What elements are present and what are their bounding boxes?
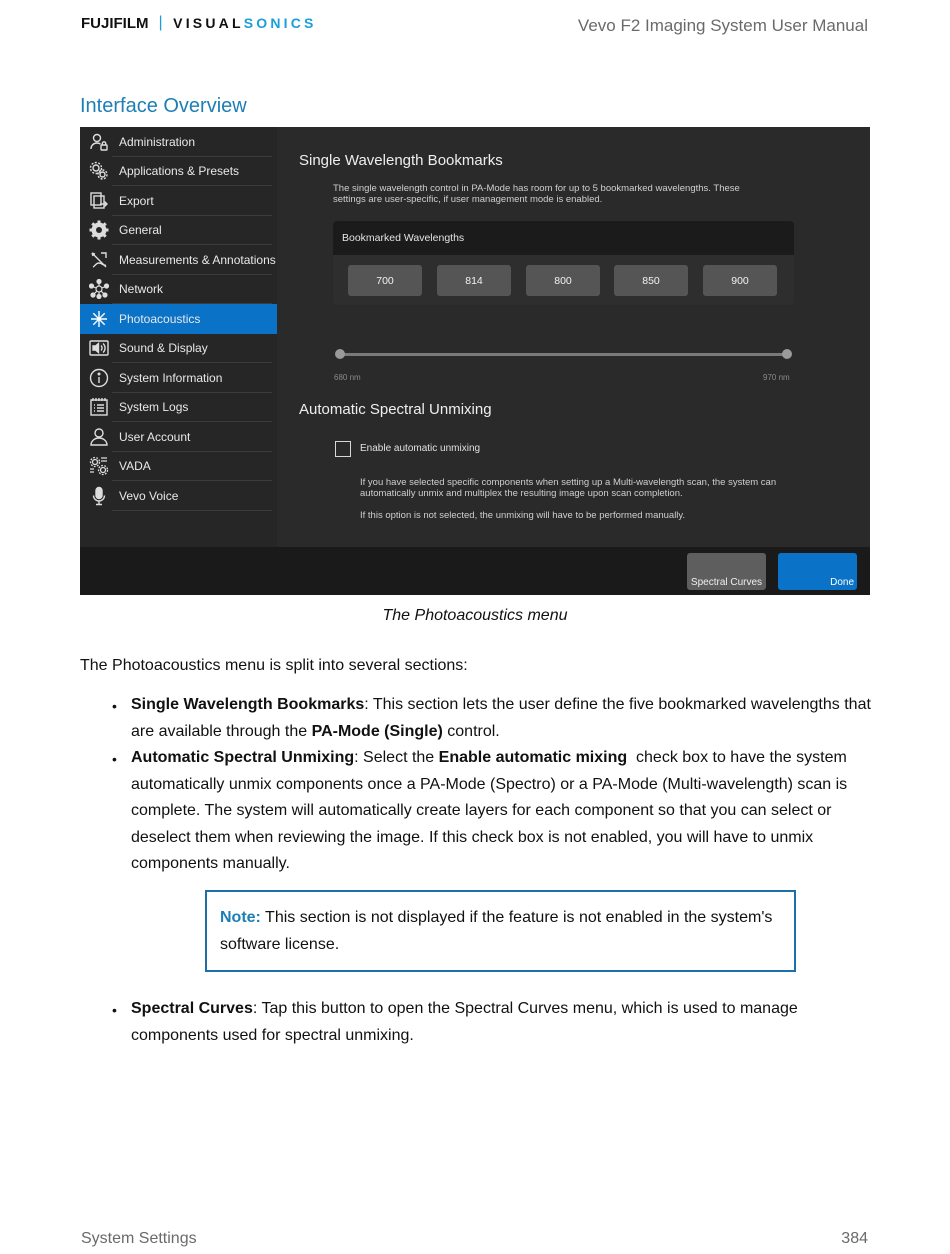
photoacoustics-icon xyxy=(89,309,109,329)
sidebar-item-label: User Account xyxy=(119,429,191,444)
wavelength-button[interactable]: 814 xyxy=(437,265,511,296)
admin-icon xyxy=(89,132,109,152)
sidebar-item-label: General xyxy=(119,223,162,238)
sidebar-item-general[interactable] xyxy=(80,216,277,246)
bullet-dot: • xyxy=(112,698,117,714)
sidebar-item-label: Sound & Display xyxy=(119,341,208,356)
sidebar-item-vevo-voice[interactable] xyxy=(80,481,277,511)
bullet-body: : Select the xyxy=(354,749,439,766)
bullet-body: check box to have the system automatically unmix components once a PA-Mode (Spectro) or a PA-Mode (Multi-wavelength) scan is complete. The system will automatically create layers for each component so that you can select or deselect them when reviewing the image. If this check box is not enabled, you will have to unmix components manually. xyxy=(131,749,852,872)
slider-min-label: 680 nm xyxy=(334,373,361,382)
sidebar-item-label: System Information xyxy=(119,370,223,385)
slider-max-handle[interactable] xyxy=(782,349,792,359)
company-logo xyxy=(81,14,317,32)
logo-fujifilm: FUJIFILM xyxy=(81,14,149,32)
gear-icon xyxy=(89,220,109,240)
bullet-term: Enable automatic mixing xyxy=(438,749,628,766)
bookmarked-wavelengths-title: Bookmarked Wavelengths xyxy=(333,221,794,255)
sidebar-item-label: Administration xyxy=(119,134,196,149)
bullet-body: : This section lets the user define the five bookmarked wavelengths that are available through the xyxy=(131,696,871,740)
sidebar-item-sound-display[interactable] xyxy=(80,334,277,364)
note-text: This section is not displayed if the feature is not enabled in the system's software license. xyxy=(220,909,773,953)
note-box xyxy=(205,890,796,972)
page-number: 384 xyxy=(841,1230,868,1247)
sidebar-item-system-logs[interactable] xyxy=(80,393,277,423)
bullet-spectral-unmixing xyxy=(131,745,873,878)
bullet-term: PA-Mode (Single) xyxy=(311,722,443,740)
sidebar-item-label: Applications & Presets xyxy=(119,164,240,179)
vada-icon xyxy=(89,456,109,476)
bookmarks-description-2: settings are user-specific, if user management mode is enabled. xyxy=(333,194,603,205)
enable-unmixing-checkbox[interactable] xyxy=(335,441,351,457)
sidebar-item-label: Vevo Voice xyxy=(119,488,179,503)
unmixing-heading: Automatic Spectral Unmixing xyxy=(299,401,492,418)
settings-sidebar xyxy=(80,127,277,547)
speaker-icon xyxy=(89,338,109,358)
sidebar-item-label: Measurements & Annotations xyxy=(119,252,276,267)
network-icon xyxy=(89,279,109,299)
info-icon xyxy=(89,368,109,388)
sidebar-item-measurements-annotations[interactable] xyxy=(80,245,277,275)
sidebar-item-applications-presets[interactable] xyxy=(80,157,277,187)
logo-sonics: SONICS xyxy=(243,15,317,31)
sidebar-item-vada[interactable] xyxy=(80,452,277,482)
sidebar-item-photoacoustics[interactable] xyxy=(80,304,277,334)
export-icon xyxy=(89,191,109,211)
intro-paragraph: The Photoacoustics menu is split into several sections: xyxy=(80,657,468,674)
bullet-single-wavelength xyxy=(131,692,873,745)
bookmarked-wavelengths-panel xyxy=(333,221,794,305)
sidebar-item-network[interactable] xyxy=(80,275,277,305)
enable-unmixing-label: Enable automatic unmixing xyxy=(360,443,481,454)
sidebar-item-label: System Logs xyxy=(119,400,189,415)
unmixing-description-3: If this option is not selected, the unmixing will have to be performed manually. xyxy=(360,510,686,521)
wavelength-button[interactable]: 800 xyxy=(526,265,600,296)
sidebar-item-label: Export xyxy=(119,193,154,208)
wavelength-slider-track[interactable] xyxy=(339,353,788,356)
spectral-curves-button[interactable]: Spectral Curves xyxy=(687,553,766,590)
footer-section: System Settings xyxy=(81,1230,197,1247)
wavelength-button[interactable]: 900 xyxy=(703,265,777,296)
sidebar-item-label: Photoacoustics xyxy=(119,311,201,326)
figure-caption: The Photoacoustics menu xyxy=(382,607,568,624)
sidebar-item-export[interactable] xyxy=(80,186,277,216)
bullet-term: Single Wavelength Bookmarks xyxy=(131,696,365,713)
bullet-body: : Tap this button to open the Spectral Curves menu, which is used to manage components used for spectral unmixing. xyxy=(131,1000,798,1044)
logo-separator: | xyxy=(158,14,164,31)
unmixing-description-1: If you have selected specific components when setting up a Multi-wavelength scan, the system can xyxy=(360,477,777,488)
bookmarks-description-1: The single wavelength control in PA-Mode has room for up to 5 bookmarked wavelengths. These xyxy=(333,183,740,194)
section-title: Interface Overview xyxy=(80,95,247,117)
gears-icon xyxy=(89,161,109,181)
note-label: Note: xyxy=(220,909,261,926)
wavelength-button[interactable]: 850 xyxy=(614,265,688,296)
sidebar-item-user-account[interactable] xyxy=(80,422,277,452)
bullet-term: Spectral Curves xyxy=(131,1000,253,1017)
bullet-dot: • xyxy=(112,1002,117,1018)
unmixing-description-2: automatically unmix and multiplex the resulting image upon scan completion. xyxy=(360,488,683,499)
bullet-spectral-curves xyxy=(131,996,873,1049)
done-button[interactable]: Done xyxy=(778,553,857,590)
sidebar-item-label: VADA xyxy=(119,459,151,474)
bullet-body: control. xyxy=(442,722,500,740)
slider-max-label: 970 nm xyxy=(763,373,790,382)
sidebar-item-label: Network xyxy=(119,282,164,297)
microphone-icon xyxy=(89,486,109,506)
bullet-term: Automatic Spectral Unmixing xyxy=(131,749,355,766)
user-icon xyxy=(89,427,109,447)
bullet-dot: • xyxy=(112,751,117,767)
photoacoustics-screenshot xyxy=(80,127,870,595)
wavelength-button[interactable]: 700 xyxy=(348,265,422,296)
logs-icon xyxy=(89,397,109,417)
document-title: Vevo F2 Imaging System User Manual xyxy=(577,16,868,35)
bookmarks-heading: Single Wavelength Bookmarks xyxy=(299,152,503,169)
measure-icon xyxy=(89,250,109,270)
slider-min-handle[interactable] xyxy=(335,349,345,359)
sidebar-item-administration[interactable] xyxy=(80,127,277,157)
logo-visual: VISUAL xyxy=(173,15,244,31)
sidebar-item-system-information[interactable] xyxy=(80,363,277,393)
